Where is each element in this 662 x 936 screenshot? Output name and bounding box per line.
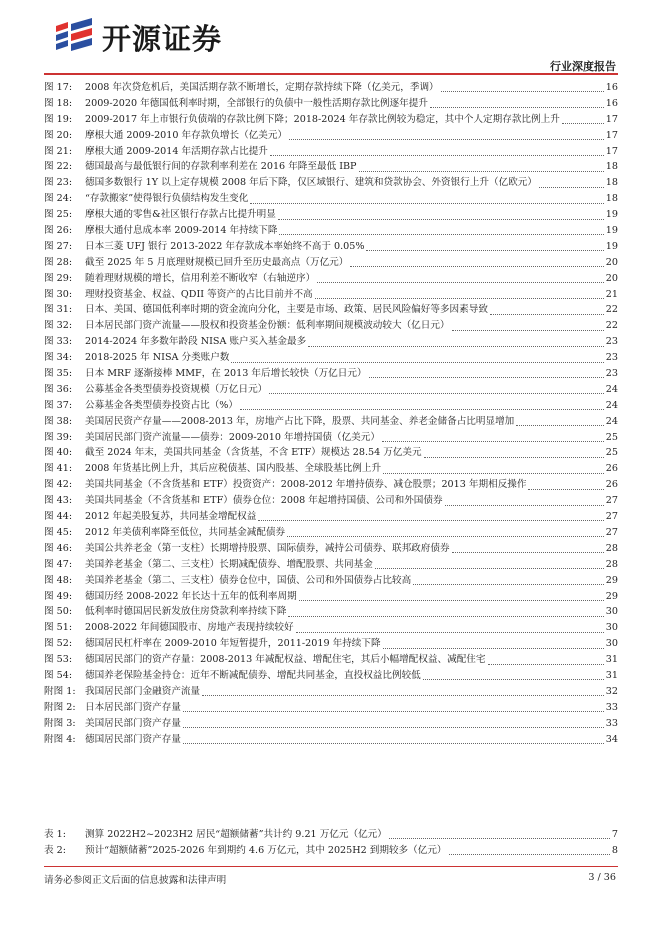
- entry-page: 20: [605, 256, 618, 268]
- entry-title: 日本、美国、德国低利率时期的资金流向分化，主要是市场、政策、居民风险偏好等多因素导致: [85, 304, 488, 316]
- entry-label: 图 28:: [44, 256, 73, 268]
- entry-label: 图 26:: [44, 225, 73, 237]
- leader-dots: [430, 107, 604, 108]
- entry-page: 33: [605, 701, 618, 713]
- entry-label: 图 48:: [44, 574, 73, 586]
- entry-title: 摩根大通 2009-2010 年存款负增长（亿美元）: [85, 129, 288, 141]
- figure-entry[interactable]: [44, 652, 618, 668]
- leader-dots: [382, 441, 604, 442]
- brand-logo: [52, 18, 222, 56]
- entry-title: 预计“超额储蓄”2025-2026 年到期约 4.6 万亿元，其中 2025H2 到期较多（亿元）: [85, 844, 447, 856]
- leader-dots: [452, 330, 604, 331]
- entry-label: 图 54:: [44, 669, 73, 681]
- leader-dots: [289, 139, 604, 140]
- figure-entry[interactable]: [44, 96, 618, 112]
- figure-entry[interactable]: [44, 223, 618, 239]
- entry-title: 德国居民部门资产存量: [85, 733, 181, 745]
- entry-title: 德国居民杠杆率在 2009-2010 年短暂提升，2011-2019 年持续下降: [85, 638, 381, 650]
- entry-page: 31: [605, 654, 618, 666]
- figure-entry[interactable]: [44, 207, 618, 223]
- figure-entry[interactable]: [44, 318, 618, 334]
- entry-title: 美国养老基金（第二、三支柱）长期减配债券、增配股票、共同基金: [85, 558, 373, 570]
- entry-label: 图 38:: [44, 415, 73, 427]
- entry-label: 图 39:: [44, 431, 73, 443]
- entry-label: 表 2:: [44, 844, 66, 856]
- entry-page: 16: [605, 82, 618, 93]
- entry-page: 31: [605, 669, 618, 681]
- entry-page: 23: [605, 368, 618, 380]
- entry-title: 日本 MRF 逐渐接棒 MMF，在 2013 年后增长较快（万亿日元）: [85, 368, 367, 380]
- entry-label: 图 33:: [44, 336, 73, 348]
- figure-entry[interactable]: [44, 461, 618, 477]
- entry-title: 我国居民部门金融资产流量: [85, 685, 201, 697]
- figure-entry[interactable]: [44, 509, 618, 525]
- entry-page: 8: [611, 844, 618, 856]
- entry-page: 29: [605, 574, 618, 586]
- figure-entry[interactable]: [44, 445, 618, 461]
- entry-title: 公募基金各类型债券投资占比（%）: [85, 399, 239, 411]
- figure-entry[interactable]: [44, 271, 618, 287]
- entry-page: 27: [605, 495, 618, 507]
- entry-page: 28: [605, 542, 618, 554]
- figure-entry[interactable]: [44, 191, 618, 207]
- entry-title: 德国居民部门的资产存量：2008-2013 年减配权益、增配住宅，其后小幅增配权益、减配住宅: [85, 654, 486, 666]
- leader-dots: [308, 346, 604, 347]
- entry-label: 图 44:: [44, 511, 73, 523]
- leader-dots: [183, 711, 604, 712]
- footer-disclaimer: 请务必参阅正文后面的信息披露和法律声明: [44, 875, 227, 886]
- entry-title: 日本居民部门资产流量——股权和投资基金份额：低利率期间规模波动较大（亿日元）: [85, 320, 450, 332]
- entry-page: 19: [605, 209, 618, 221]
- entry-title: 美国居民部门资产存量: [85, 717, 181, 729]
- leader-dots: [279, 234, 603, 235]
- leader-dots: [183, 743, 604, 744]
- entry-title: 2008-2022 年间德国股市、房地产表现持续较好: [85, 622, 294, 634]
- figure-entry[interactable]: [44, 366, 618, 382]
- entry-label: 图 51:: [44, 622, 73, 634]
- entry-page: 21: [605, 288, 618, 300]
- leader-dots: [369, 377, 604, 378]
- leader-dots: [366, 250, 603, 251]
- entry-label: 图 27:: [44, 240, 73, 252]
- entry-title: 德国最高与最低银行间的存款利率利差在 2016 年降至最低 IBP: [85, 161, 357, 173]
- leader-dots: [278, 219, 604, 220]
- entry-page: 24: [605, 415, 618, 427]
- leader-dots: [288, 616, 603, 617]
- entry-label: 图 42:: [44, 479, 73, 491]
- entry-page: 18: [605, 177, 618, 189]
- entry-label: 图 46:: [44, 542, 73, 554]
- entry-label: 图 21:: [44, 145, 73, 157]
- figure-entry[interactable]: [44, 302, 618, 318]
- leader-dots: [413, 584, 604, 585]
- leader-dots: [287, 536, 604, 537]
- entry-label: 图 41:: [44, 463, 73, 475]
- leader-dots: [359, 171, 604, 172]
- entry-page: 20: [605, 272, 618, 284]
- figure-entry[interactable]: [44, 430, 618, 446]
- leader-dots: [539, 187, 604, 188]
- entry-label: 图 37:: [44, 399, 73, 411]
- entry-label: 图 45:: [44, 526, 73, 538]
- entry-title: 低利率时德国居民新发放住房贷款利率持续下降: [85, 606, 287, 618]
- entry-page: 17: [605, 113, 618, 125]
- entry-label: 表 1:: [44, 829, 66, 840]
- entry-page: 23: [605, 336, 618, 348]
- entry-label: 附图 4:: [44, 733, 76, 745]
- figure-entry[interactable]: [44, 716, 618, 732]
- entry-label: 图 22:: [44, 161, 73, 173]
- entry-page: 18: [605, 161, 618, 173]
- footer-divider: [44, 866, 618, 867]
- leader-dots: [389, 838, 610, 839]
- page-number: 3 / 36: [588, 872, 616, 883]
- entry-page: 30: [605, 622, 618, 634]
- logo-mark-icon: [52, 18, 96, 56]
- figure-entry[interactable]: [44, 620, 618, 636]
- entry-label: 图 32:: [44, 320, 73, 332]
- figure-entry[interactable]: [44, 159, 618, 175]
- figure-entry[interactable]: [44, 80, 618, 96]
- leader-dots: [270, 155, 604, 156]
- table-entry[interactable]: [44, 843, 618, 859]
- figure-entry[interactable]: [44, 493, 618, 509]
- entry-page: 19: [605, 225, 618, 237]
- entry-label: 图 17:: [44, 82, 73, 93]
- entry-title: 公募基金各类型债券投资规模（万亿日元）: [85, 383, 268, 395]
- entry-title: 摩根大通付息成本率 2009-2014 年持续下降: [85, 225, 278, 237]
- leader-dots: [183, 727, 604, 728]
- entry-title: 2012 年美债利率降至低位，共同基金减配债券: [85, 526, 286, 538]
- figure-entry[interactable]: [44, 350, 618, 366]
- entry-page: 17: [605, 129, 618, 141]
- leader-dots: [315, 298, 604, 299]
- entry-page: 28: [605, 558, 618, 570]
- logo-text: 开源证券: [102, 21, 223, 56]
- leader-dots: [383, 648, 604, 649]
- report-type-label: 行业深度报告: [550, 60, 616, 73]
- entry-title: 测算 2022H2~2023H2 居民“超额储蓄”共计约 9.21 万亿元（亿元）: [85, 829, 387, 840]
- entry-page: 24: [605, 383, 618, 395]
- entry-title: 美国居民资产存量——2008-2013 年，房地产占比下降，股票、共同基金、养老金储备占比明显增加: [85, 415, 515, 427]
- entry-page: 26: [605, 463, 618, 475]
- entry-page: 30: [605, 638, 618, 650]
- entry-page: 22: [605, 304, 618, 316]
- entry-title: 日本居民部门资产存量: [85, 701, 181, 713]
- leader-dots: [258, 520, 603, 521]
- leader-dots: [383, 473, 604, 474]
- leader-dots: [562, 123, 604, 124]
- entry-title: 2014-2024 年多数年龄段 NISA 账户买入基金最多: [85, 336, 307, 348]
- entry-title: 2018-2025 年 NISA 分类账户数: [85, 352, 230, 364]
- entry-title: 德国多数银行 1Y 以上定存规模 2008 年后下降，仅区域银行、建筑和贷款协会、外资银行上升（亿欧元）: [85, 177, 537, 189]
- leader-dots: [516, 425, 604, 426]
- entry-label: 图 20:: [44, 129, 73, 141]
- figure-entry[interactable]: [44, 604, 618, 620]
- entry-page: 22: [605, 320, 618, 332]
- leader-dots: [528, 489, 603, 490]
- figure-entry[interactable]: [44, 334, 618, 350]
- figure-entry[interactable]: [44, 732, 618, 748]
- entry-label: 图 34:: [44, 352, 73, 364]
- entry-page: 16: [605, 97, 618, 109]
- entry-page: 25: [605, 447, 618, 459]
- figure-entry[interactable]: [44, 128, 618, 144]
- entry-page: 30: [605, 606, 618, 618]
- figure-entry[interactable]: [44, 589, 618, 605]
- leader-dots: [441, 91, 604, 92]
- figure-entry[interactable]: [44, 525, 618, 541]
- entry-title: 截至 2024 年末，美国共同基金（含货基，不含 ETF）规模达 28.54 万亿美元: [85, 447, 422, 459]
- entry-label: 图 25:: [44, 209, 73, 221]
- entry-title: 2008 年次贷危机后，美国活期存款不断增长，定期存款持续下降（亿美元，季调）: [85, 82, 439, 93]
- entry-label: 附图 1:: [44, 685, 76, 697]
- leader-dots: [299, 600, 604, 601]
- figure-entry[interactable]: [44, 477, 618, 493]
- leader-dots: [490, 314, 604, 315]
- entry-title: 2012 年起美股复苏，共同基金增配权益: [85, 511, 257, 523]
- entry-title: 日本三菱 UFJ 银行 2013-2022 年存款成本率始终不高于 0.05%: [85, 240, 365, 252]
- entry-label: 图 18:: [44, 97, 73, 109]
- figure-entry[interactable]: [44, 636, 618, 652]
- figure-entry[interactable]: [44, 255, 618, 271]
- entry-page: 19: [605, 240, 618, 252]
- figure-entry[interactable]: [44, 112, 618, 128]
- entry-label: 图 52:: [44, 638, 73, 650]
- table-index-list: [44, 827, 618, 859]
- table-entry[interactable]: [44, 827, 618, 843]
- entry-title: 理财投资基金、权益、QDII 等资产的占比目前并不高: [85, 288, 313, 300]
- entry-page: 32: [605, 685, 618, 697]
- figure-entry[interactable]: [44, 684, 618, 700]
- entry-title: 德国养老保险基金持仓：近年不断减配债券、增配共同基金，直投权益比例较低: [85, 669, 421, 681]
- figure-entry[interactable]: [44, 414, 618, 430]
- leader-dots: [375, 568, 604, 569]
- leader-dots: [424, 457, 604, 458]
- leader-dots: [449, 854, 610, 855]
- entry-title: 2009-2017 年上市银行负债端的存款比例下降；2018-2024 年存款比例较为稳定，其中个人定期存款比例上升: [85, 113, 560, 125]
- entry-page: 23: [605, 352, 618, 364]
- header-divider: [44, 73, 618, 75]
- entry-label: 图 24:: [44, 193, 73, 205]
- entry-label: 附图 3:: [44, 717, 76, 729]
- entry-label: 图 29:: [44, 272, 73, 284]
- entry-title: 摩根大通的零售&社区银行存款占比提升明显: [85, 209, 276, 221]
- entry-label: 附图 2:: [44, 701, 76, 713]
- entry-title: 美国共同基金（不含货基和 ETF）投资资产：2008-2012 年增持债券、减仓股票；2013 年期相反操作: [85, 479, 527, 491]
- entry-page: 7: [611, 829, 618, 840]
- entry-label: 图 31:: [44, 304, 73, 316]
- entry-page: 17: [605, 145, 618, 157]
- leader-dots: [231, 362, 603, 363]
- entry-page: 29: [605, 590, 618, 602]
- entry-label: 图 40:: [44, 447, 73, 459]
- leader-dots: [250, 203, 603, 204]
- figure-entry[interactable]: [44, 398, 618, 414]
- entry-label: 图 43:: [44, 495, 73, 507]
- figure-index-list: [44, 80, 618, 747]
- leader-dots: [202, 695, 604, 696]
- leader-dots: [296, 632, 604, 633]
- figure-entry[interactable]: [44, 175, 618, 191]
- leader-dots: [317, 282, 604, 283]
- leader-dots: [445, 505, 604, 506]
- entry-page: 33: [605, 717, 618, 729]
- entry-label: 图 23:: [44, 177, 73, 189]
- leader-dots: [423, 679, 604, 680]
- entry-label: 图 47:: [44, 558, 73, 570]
- leader-dots: [240, 409, 604, 410]
- entry-title: 截至 2025 年 5 月底理财规模已回升至历史最高点（万亿元）: [85, 256, 349, 268]
- figure-entry[interactable]: [44, 557, 618, 573]
- entry-label: 图 53:: [44, 654, 73, 666]
- figure-entry[interactable]: [44, 382, 618, 398]
- figure-entry[interactable]: [44, 668, 618, 684]
- entry-title: 美国养老基金（第二、三支柱）债券仓位中，国债、公司和外国债券占比较高: [85, 574, 412, 586]
- entry-title: 摩根大通 2009-2014 年活期存款占比提升: [85, 145, 268, 157]
- entry-title: 美国公共养老金（第一支柱）长期增持股票、国际债券，减持公司债券、联邦政府债券: [85, 542, 450, 554]
- leader-dots: [350, 266, 603, 267]
- entry-label: 图 50:: [44, 606, 73, 618]
- leader-dots: [488, 664, 604, 665]
- entry-title: 随着理财规模的增长，信用利差不断收窄（右轴逆序）: [85, 272, 316, 284]
- leader-dots: [269, 393, 604, 394]
- entry-page: 24: [605, 399, 618, 411]
- figure-entry[interactable]: [44, 573, 618, 589]
- figure-entry[interactable]: [44, 700, 618, 716]
- figure-entry[interactable]: [44, 287, 618, 303]
- leader-dots: [452, 552, 604, 553]
- figure-entry[interactable]: [44, 239, 618, 255]
- entry-label: 图 35:: [44, 368, 73, 380]
- entry-label: 图 49:: [44, 590, 73, 602]
- entry-label: 图 36:: [44, 383, 73, 395]
- entry-page: 34: [605, 733, 618, 745]
- entry-title: 德国历经 2008-2022 年长达十五年的低利率周期: [85, 590, 297, 602]
- entry-title: 2008 年货基比例上升，其后应税债基、国内股基、全球股基比例上升: [85, 463, 382, 475]
- entry-page: 18: [605, 193, 618, 205]
- entry-page: 25: [605, 431, 618, 443]
- entry-label: 图 19:: [44, 113, 73, 125]
- entry-page: 27: [605, 511, 618, 523]
- entry-title: 2009-2020 年德国低利率时期，全部银行的负债中一般性活期存款比例逐年提升: [85, 97, 428, 109]
- figure-entry[interactable]: [44, 541, 618, 557]
- entry-page: 27: [605, 526, 618, 538]
- entry-title: “存款搬家”使得银行负债结构发生变化: [85, 193, 249, 205]
- entry-title: 美国共同基金（不含货基和 ETF）债券仓位：2008 年起增持国债、公司和外国债券: [85, 495, 443, 507]
- figure-entry[interactable]: [44, 144, 618, 160]
- entry-page: 26: [605, 479, 618, 491]
- entry-label: 图 30:: [44, 288, 73, 300]
- entry-title: 美国居民部门资产流量——债券：2009-2010 年增持国债（亿美元）: [85, 431, 380, 443]
